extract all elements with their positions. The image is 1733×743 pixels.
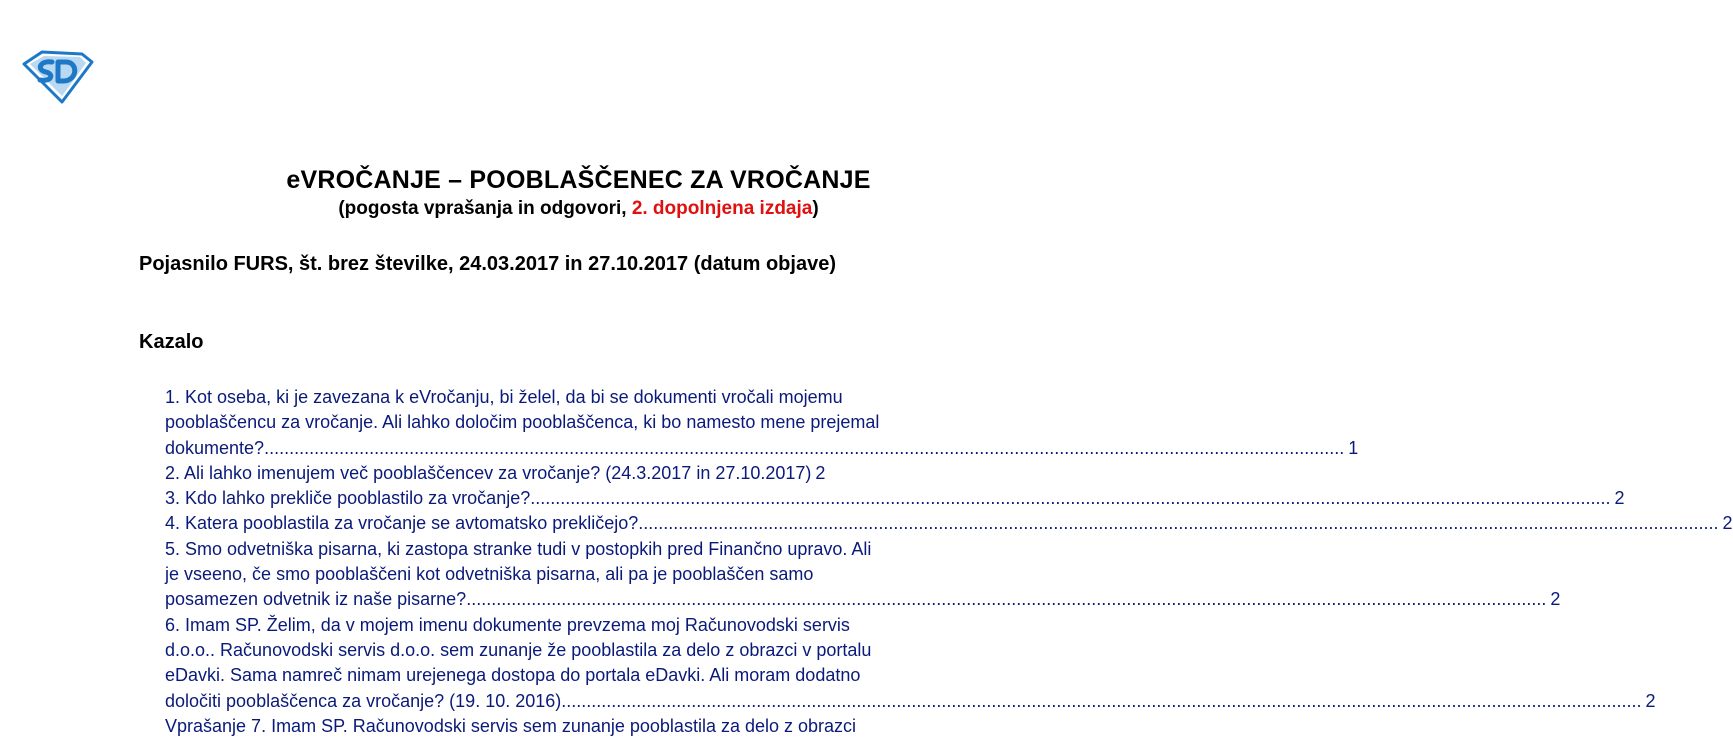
reference-line: Pojasnilo FURS, št. brez številke, 24.03.2017 in 27.10.2017 (datum objave) [139, 253, 836, 275]
toc-line-text: 3. Kdo lahko prekliče pooblastilo za vročanje? [165, 488, 531, 509]
toc-line-text: 2. Ali lahko imenujem več pooblaščencev za vročanje? (24.3.2017 in 27.10.2017) [165, 462, 812, 483]
toc-page-number: 2 [1614, 488, 1625, 509]
toc-leader-dots [466, 587, 1546, 612]
subtitle-suffix: ) [812, 198, 819, 219]
toc-line-text: Vprašanje 7. Imam SP. Računovodski servis sem zunanje pooblastila za delo z obrazci [165, 715, 857, 736]
toc-leader-dots [530, 486, 1610, 511]
toc-line-text: določiti pooblaščenca za vročanje? (19. 10. 2016) [165, 690, 562, 711]
toc-line [165, 638, 995, 663]
toc-line[interactable] [165, 461, 995, 486]
toc-leader-dots [561, 689, 1641, 714]
toc-line[interactable] [165, 436, 1359, 461]
document-subtitle [0, 198, 1157, 220]
toc-line [165, 613, 995, 638]
toc-line[interactable] [165, 511, 1733, 536]
toc-line [165, 410, 995, 435]
toc-line [165, 714, 995, 739]
toc-page-number: 2 [815, 462, 826, 483]
toc-page-number: 2 [1550, 589, 1561, 610]
toc-line-text: posamezen odvetnik iz naše pisarne? [165, 589, 467, 610]
toc-line-text: eDavki. Sama namreč nimam urejenega dostopa do portala eDavki. Ali moram dodatno [165, 665, 861, 686]
toc-line[interactable] [165, 486, 1625, 511]
toc-line[interactable] [165, 689, 1656, 714]
toc-line-text: dokumente? [165, 437, 265, 458]
toc-page-number: 1 [1348, 437, 1359, 458]
toc-line [165, 562, 995, 587]
toc-line[interactable] [165, 587, 1561, 612]
toc-line-text: pooblaščencu za vročanje. Ali lahko določim pooblaščenca, ki bo namesto mene prejemal [165, 412, 880, 433]
toc-line-text: je vseeno, če smo pooblaščeni kot odvetniška pisarna, ali pa je pooblaščen samo [165, 564, 814, 585]
toc-heading: Kazalo [139, 331, 204, 353]
toc-page-number: 2 [1722, 513, 1733, 534]
toc-line-text: 5. Smo odvetniška pisarna, ki zastopa stranke tudi v postopkih pred Finančno upravo. Ali [165, 538, 872, 559]
document-title: eVROČANJE – POOBLAŠČENEC ZA VROČANJE [286, 166, 871, 194]
toc-line [165, 385, 995, 410]
toc-line-text: d.o.o.. Računovodski servis d.o.o. sem zunanje že pooblastila za delo z obrazci v portalu [165, 639, 872, 660]
toc-line-text: 6. Imam SP. Želim, da v mojem imenu dokumente prevzema moj Računovodski servis [165, 614, 850, 635]
edition-highlight: 2. dopolnjena izdaja [631, 198, 813, 219]
toc-line-text: 4. Katera pooblastila za vročanje se avtomatsko prekličejo? [165, 513, 639, 534]
toc-page-number: 2 [1645, 690, 1656, 711]
toc-leader-dots [638, 511, 1718, 536]
toc-line-text: 1. Kot oseba, ki je zavezana k eVročanju, bi želel, da bi se dokumenti vročali mojemu [165, 387, 843, 407]
table-of-contents [165, 385, 1733, 739]
toc-line [165, 537, 995, 562]
logo-icon [22, 48, 94, 104]
toc-line [165, 663, 995, 688]
toc-leader-dots [264, 436, 1344, 461]
subtitle-prefix: (pogosta vprašanja in odgovori, [338, 198, 632, 219]
